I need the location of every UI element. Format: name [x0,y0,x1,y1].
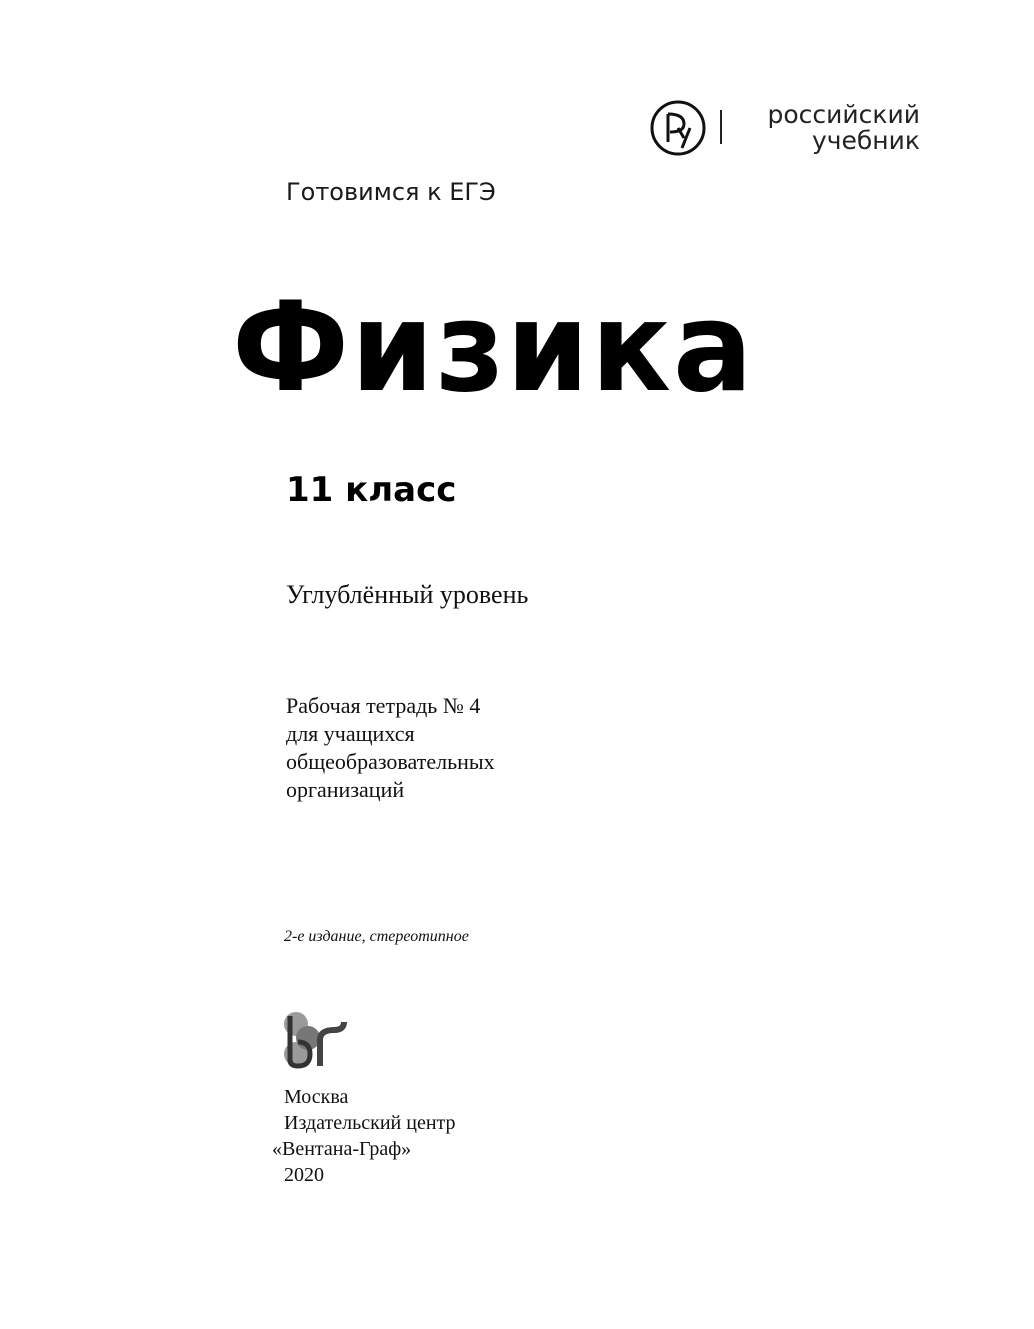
workbook-line: Рабочая тетрадь № 4 [286,693,481,718]
publisher-logo-line2: учебник [811,126,920,155]
series-label: Готовимся к ЕГЭ [286,178,496,206]
imprint-year: 2020 [284,1164,324,1186]
publisher-logo-line1: российский [767,100,920,129]
russian-textbook-emblem-icon [648,98,708,158]
level-label: Углублённый уровень [286,580,529,609]
imprint-publisher: «Вентана-Граф» [272,1138,412,1160]
workbook-line: общеобразовательных [286,749,495,774]
edition-label: 2-е издание, стереотипное [284,928,469,945]
publisher-logo-text [736,102,920,154]
logo-divider [720,110,722,144]
grade-label: 11 класс [286,470,457,510]
workbook-line: для учащихся [286,721,415,746]
imprint-city: Москва [284,1086,349,1108]
book-title: Физика [232,274,755,420]
workbook-description [286,692,495,804]
workbook-line: организаций [286,777,405,802]
imprint-center: Издательский центр [284,1112,456,1134]
ventana-graf-logo-icon [280,1010,350,1070]
imprint [272,1084,456,1188]
